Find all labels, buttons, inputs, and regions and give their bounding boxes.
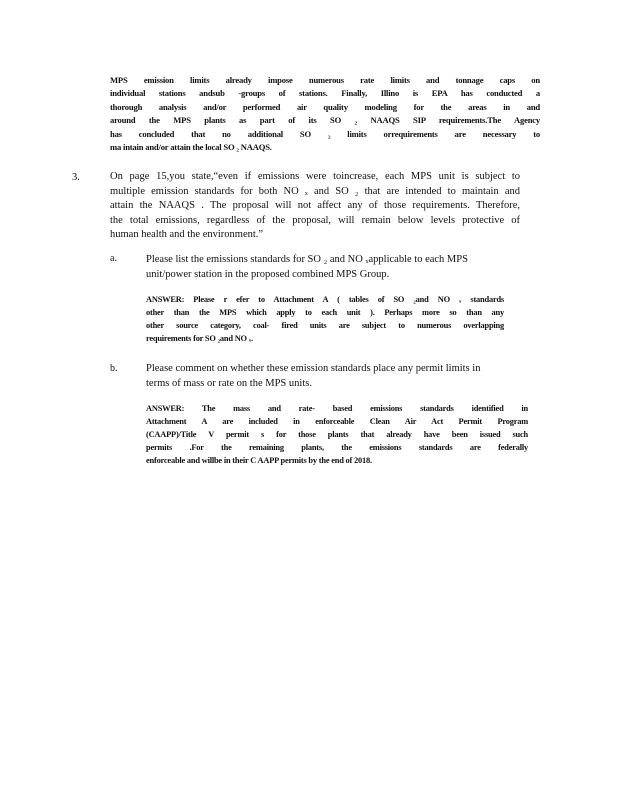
item-a-answer: [146, 293, 504, 345]
item-b-label: b.: [110, 363, 118, 374]
question-line: terms of mass or rate on the MPS units.: [146, 377, 312, 389]
previous-answer-paragraph: [110, 74, 540, 154]
question-3-text: [110, 170, 520, 243]
question-number: 3.: [72, 172, 80, 183]
question-line: the total emissions, regardless of the proposal, will remain below levels protective of: [110, 214, 520, 226]
item-b-answer: [146, 402, 528, 467]
question-line: On page 15,you state,“even if emissions were toincrease, each MPS unit is subject to: [110, 171, 520, 182]
item-a-label: a.: [110, 253, 117, 264]
paragraph-line: thorough analysis and/or performed air quality modeling for the areas in and: [110, 101, 540, 112]
paragraph-line: MPS emission limits already impose numerous rate limits and tonnage caps on: [110, 75, 540, 85]
question-line: Please comment on whether these emission standards place any permit limits in: [146, 363, 481, 374]
answer-line: enforceable and willbe in their C AAPP permits by the end of 2018.: [146, 456, 372, 465]
answer-line: Attachment A are included in enforceable Clean Air Act Permit Program: [146, 417, 528, 426]
answer-line: permits .For the remaining plants, the emissions standards are federally: [146, 443, 528, 452]
paragraph-line: ma intain and/or attain the local SO ₂ NAAQS.: [110, 142, 272, 153]
answer-line: other source category, coal- fired units are subject to numerous overlapping: [146, 321, 504, 330]
paragraph-line: has concluded that no additional SO ₂ limits orrequirements are necessary to: [110, 128, 540, 139]
item-b-question: [146, 362, 530, 391]
paragraph-line: around the MPS plants as part of its SO ₂ NAAQS SIP requirements.The Agency: [110, 115, 540, 126]
question-line: attain the NAAQS . The proposal will not affect any of those requirements. Therefore,: [110, 200, 520, 211]
answer-line: ANSWER: Please r efer to Attachment A ( tables of SO ₂and NO ₓ standards: [146, 295, 504, 304]
question-line: Please list the emissions standards for SO ₂ and NO ₓapplicable to each MPS: [146, 254, 468, 265]
question-line: human health and the environment.”: [110, 229, 264, 240]
answer-line: ANSWER: The mass and rate- based emissions standards identified in: [146, 404, 528, 413]
answer-line: requirements for SO ₂and NO ₓ.: [146, 334, 253, 343]
paragraph-line: individual stations andsub -groups of stations. Finally, Illino is EPA has conducted a: [110, 88, 540, 99]
answer-line: (CAAPP)/Title V permit s for those plants that already have been issued such: [146, 430, 528, 439]
answer-line: other than the MPS which apply to each unit ). Perhaps more so than any: [146, 308, 504, 317]
question-line: multiple emission standards for both NO ₓ and SO ₂ that are intended to maintain and: [110, 185, 520, 197]
item-a-question: [146, 253, 506, 282]
question-line: unit/power station in the proposed combined MPS Group.: [146, 268, 390, 280]
